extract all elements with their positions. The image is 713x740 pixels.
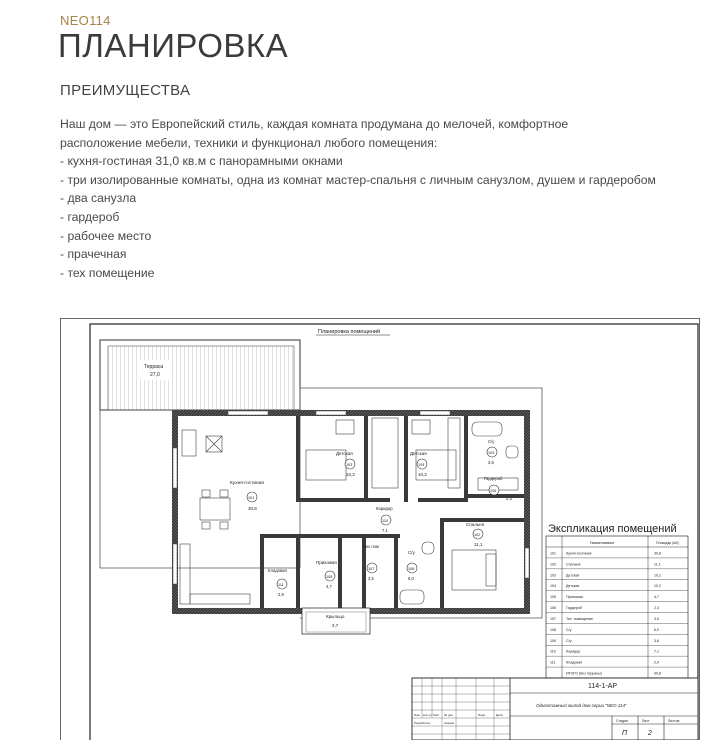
feature-item: - два санузла	[60, 191, 137, 206]
explication-name: Прихожая	[566, 595, 583, 600]
room-area: 2,7	[332, 623, 339, 628]
explication-num: 106	[550, 606, 556, 611]
floor-plan-image	[60, 318, 700, 740]
explication-name: ИТОГО (без террасы)	[566, 671, 602, 676]
room-number: 108	[408, 567, 415, 571]
explication-name: Детская	[566, 584, 580, 589]
kids-furniture	[306, 418, 460, 488]
explication-num: 103	[550, 573, 556, 578]
explication-num: 107	[550, 616, 556, 621]
room-area: 10,2	[418, 472, 427, 477]
room-label: тех пом	[364, 544, 379, 549]
explication-area: 3,6	[654, 638, 659, 643]
svg-text:Лист: Лист	[642, 719, 650, 723]
room-area: 7,1	[382, 528, 388, 533]
explication-num: 111	[550, 660, 556, 665]
porch	[302, 608, 370, 634]
explication-area: 11,1	[654, 562, 661, 567]
explication-num: 102	[550, 562, 556, 567]
drawing-code: 114-1-АР	[588, 683, 618, 690]
room-label: Гардероб	[484, 476, 503, 481]
explication-num: 109	[550, 638, 556, 643]
explication-name: Спальня	[566, 562, 581, 567]
room-label: Терраса	[144, 364, 164, 370]
explication-name: Кладовая	[566, 660, 583, 665]
page-title: ПЛАНИРОВКА	[58, 27, 289, 64]
svg-text:Азанов: Азанов	[444, 721, 454, 725]
explication-area: 7,1	[654, 649, 659, 654]
explication-name: С/у	[566, 638, 572, 643]
room-label: С/у	[488, 439, 495, 444]
room-number: 102	[474, 533, 481, 537]
explication-area: 2,3	[654, 606, 659, 611]
explication-area: 2,9	[654, 660, 659, 665]
feature-item: - тех помещение	[60, 265, 155, 280]
room-label: Детская	[336, 451, 353, 456]
room-area: 3,6	[488, 460, 494, 465]
svg-text:Дата: Дата	[496, 713, 503, 717]
svg-text:Изм.: Изм.	[414, 713, 421, 717]
section-subtitle: ПРЕИМУЩЕСТВА	[60, 82, 191, 99]
room-number: 105	[326, 575, 333, 579]
room-number: 110	[382, 519, 389, 523]
explication-area: 6,0	[654, 627, 659, 632]
room-number: 109	[488, 451, 495, 455]
room-number: 101	[248, 496, 255, 500]
explication-area: 90,8	[654, 671, 661, 676]
explication-num: 104	[550, 584, 556, 589]
sheet-title: Планировка помещений	[318, 329, 381, 335]
room-area: 4,7	[326, 584, 332, 589]
svg-text:П: П	[622, 730, 628, 737]
room-area: 6,0	[408, 576, 414, 581]
explication-num: 108	[550, 627, 556, 632]
svg-text:Разработал: Разработал	[414, 721, 431, 725]
room-area: 10,2	[346, 472, 355, 477]
explication-num: 101	[550, 551, 556, 556]
bedroom-furniture	[452, 550, 496, 590]
explication-title: Экспликация помещений	[548, 523, 677, 535]
house-walls	[172, 410, 530, 614]
svg-text:Площадь (м2): Площадь (м2)	[656, 541, 679, 545]
explication-area: 3,5	[654, 616, 659, 621]
feature-item: - три изолированные комнаты, одна из комнат мастер-спальня с личным санузлом, душем и гардеробом	[60, 172, 656, 187]
room-number: 106	[490, 489, 497, 493]
description-line: расположение мебели, техники и функционал любого помещения:	[60, 135, 438, 150]
explication-name: Гардероб	[566, 606, 582, 611]
room-area: 3,5	[368, 576, 374, 581]
room-area: 30,8	[248, 506, 257, 511]
svg-text:Стадия: Стадия	[616, 719, 628, 723]
svg-text:Подп.: Подп.	[478, 713, 486, 717]
explication-name: Тех. помещение	[566, 616, 594, 621]
title-block	[412, 678, 698, 740]
explication-name: С/у	[566, 627, 572, 632]
product-code: NEO114	[60, 13, 111, 28]
room-area: 27,0	[150, 372, 160, 378]
explication-area: 30,8	[654, 551, 661, 556]
room-label: Спальня	[466, 522, 485, 527]
room-label: Детская	[410, 451, 427, 456]
explication-name: Детская	[566, 573, 580, 578]
feature-item: - кухня-гостиная 31,0 кв.м с панорамными окнами	[60, 154, 343, 169]
feature-item: - гардероб	[60, 209, 120, 224]
room-area: 2,9	[278, 592, 284, 597]
svg-text:Листов: Листов	[668, 719, 680, 723]
kitchen-furniture	[180, 430, 250, 604]
explication-num: 105	[550, 595, 556, 600]
explication-name: Коридор	[566, 649, 581, 654]
feature-item: - прачечная	[60, 247, 127, 262]
explication-name: Кухня-гостиная	[566, 551, 592, 556]
explication-table	[546, 523, 688, 678]
description-line: Наш дом — это Европейский стиль, каждая комната продумана до мелочей, комфортное	[60, 117, 569, 131]
svg-text:Лист: Лист	[433, 713, 440, 717]
svg-text:№ док: № док	[444, 713, 453, 717]
svg-text:Кол.уч: Кол.уч	[423, 713, 432, 717]
description-text	[60, 115, 700, 282]
terrace	[100, 340, 300, 410]
room-label: Кладовая	[268, 568, 287, 573]
room-label: С/у	[408, 550, 415, 555]
room-area: 11,1	[474, 542, 483, 547]
room-label: Прихожая	[316, 560, 337, 565]
room-number: 104	[418, 463, 425, 467]
room-label: Коридор	[376, 506, 393, 511]
room-number: 107	[368, 567, 375, 571]
svg-text:2: 2	[648, 730, 652, 737]
svg-text:Наименование: Наименование	[590, 541, 615, 545]
bath-fixtures	[400, 422, 518, 604]
room-label: Кухня-гостиная	[230, 481, 264, 486]
drawing-description: Одноэтажный жилой дом серии "NEO 114"	[536, 703, 627, 708]
room-area: 2,3	[506, 496, 512, 501]
room-number: 103	[346, 463, 353, 467]
room-number: 111	[278, 583, 284, 587]
feature-item: - рабочее место	[60, 228, 152, 243]
room-label: Крыльцо	[326, 614, 345, 619]
explication-num: 110	[550, 649, 556, 654]
explication-area: 10,2	[654, 584, 661, 589]
explication-area: 4,7	[654, 595, 659, 600]
explication-area: 10,2	[654, 573, 661, 578]
